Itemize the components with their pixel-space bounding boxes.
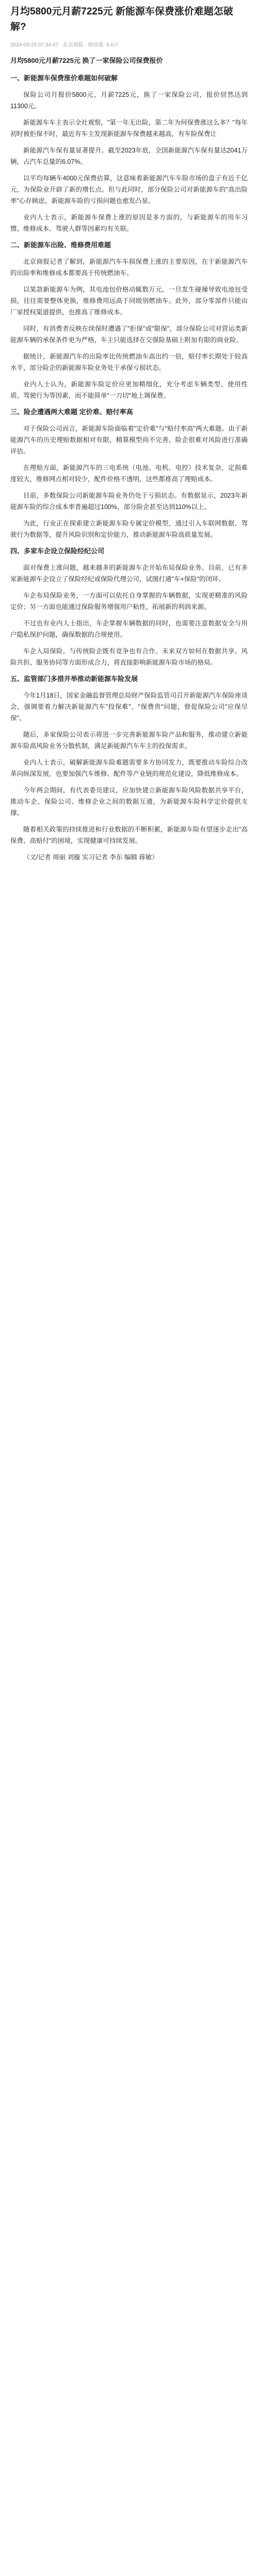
paragraph: 新能源车车主表示全社观察，"第一年无出险，第二年为何保费涨这么多？"每年初时被拒保不时，最近有车主发现新能源车保费越来越高，有车险保费让	[10, 119, 248, 138]
paragraph: 北京商报记者了解到，新能源汽车车损保费上涨的主要原因，在于新能源汽车的出险率和维修成本都要高于传统燃油车。	[10, 258, 248, 277]
section-heading: 一、新能源车保费涨价难题如何破解	[10, 74, 118, 82]
paragraph: 据统计，新能源汽车的出险率比传统燃油车高出约一倍，赔付率长期处于较高水平，部分险企的新能源车险业务处于承保亏损状态。	[10, 353, 248, 371]
paragraph: 以某款新能源车为例，其电池包价格动辄数万元，一旦发生碰撞导致电池包受损，往往需要整体更换，维修费用远高于同级别燃油车。此外，部分零部件只能由厂家授权渠道提供，也推高了维修成本。	[10, 286, 248, 316]
article	[10, 0, 248, 863]
article-closing: （文/记者 周丽 刘璇 实习记者 李东 编辑 蒋敏）	[23, 854, 158, 861]
article-views: 阅读量: 6.6万	[88, 42, 119, 48]
paragraph: 随后，多家保险公司表示将进一步完善新能源车险产品和服务，推动建立新能源车险高风险业务分散机制，满足新能源汽车车主的投保需求。	[10, 731, 248, 750]
paragraph: 今年1月18日，国家金融监督管理总局财产保险监管司召开新能源汽车保险座谈会，强调要着力解决新能源汽车"投保难"、"保费贵"问题，督促保险公司"应保尽保"。	[10, 692, 248, 722]
paragraph: 业内人士表示，破解新能源车险难题需要多方协同发力，既要推动车险综合改革向纵深发展，也要加强汽车维修、配件等产业链的规范化建设，降低维修成本。	[10, 759, 248, 777]
paragraph: 车企入局保险，与传统险企既有竞争也有合作。未来双方如何在数据共享、风险共担、服务协同等方面形成合力，将直接影响新能源车险市场的格局。	[10, 648, 248, 666]
paragraph: 对于保险公司而言，新能源车险面临着"定价难"与"赔付率高"两大难题。由于新能源汽车的历史理赔数据相对有限，精算模型尚不完善，险企很难对风险进行准确评估。	[10, 425, 248, 455]
paragraph: 同时，有消费者反映在续保时遭遇了"拒保"或"限保"，部分保险公司对营运类新能源车辆的承保条件更为严格，车主只能选择在交强险基础上附加有限的商业险。	[10, 325, 248, 344]
paragraph: 业内人士认为，新能源车险定价应更加精细化，充分考虑车辆类型、使用性质、驾驶行为等因素，而不能简单"一刀切"地上调保费。	[10, 381, 248, 399]
paragraph: 以平均每辆车4000元保费估算，这意味着新能源汽车车险市场的盘子有近千亿元，为保险业开辟了新的增长点。但与此同时，部分保险公司对新能源车的"高出险率"心存顾虑，新能源车险的亏损问题也愈发凸显。	[10, 175, 248, 205]
section-heading: 三、险企遭遇两大难题 定价难、赔付率高	[10, 408, 133, 416]
paragraph: 业内人士表示，新能源车保费上涨的原因是多方面的，与新能源车的用车习惯、维修成本、驾驶人群等因素均有关联。	[10, 214, 248, 232]
paragraph: 面对保费上涨问题，越来越多的新能源车企开始布局保险业务。目前，已有多家新能源车企设立了保险经纪或保险代理公司，试图打通"车+保险"的闭环。	[10, 564, 248, 583]
paragraph: 在理赔方面，新能源汽车的三电系统（电池、电机、电控）技术复杂，定损难度较大，维修网点相对较少，配件价格不透明，这些都推高了理赔成本。	[10, 464, 248, 483]
section-heading: 二、新能源车出险、维修费用难题	[10, 241, 111, 249]
paragraph: 今年两会期间，有代表委员建议，应加快建立新能源车险风险数据共享平台，推动车企、保险公司、维修企业之间的数据互通，为新能源车险科学定价提供支撑。	[10, 787, 248, 817]
article-lead: 月均5800元月薪7225元 换了一家保险公司保费报价	[10, 57, 163, 64]
article-date: 2024-03-25 07:34:47	[10, 42, 58, 48]
paragraph: 保险公司月报价5800元，月薪7225元，换了一家保险公司，报价居然达到11300元。	[10, 91, 248, 110]
paragraph: 目前，多数保险公司新能源车险业务仍处于亏损状态。有数据显示，2023年新能源车险的综合成本率普遍超过100%，部分险企甚至达到110%以上。	[10, 492, 248, 511]
article-title: 月均5800元月薪7225元 新能源车保费涨价难题怎破解?	[10, 6, 233, 32]
article-source[interactable]: 北京商报	[62, 42, 84, 48]
section-heading: 五、监管部门多措并举推动新能源车险发展	[10, 675, 138, 683]
article-body	[10, 73, 248, 846]
paragraph: 车企布局保险业务，一方面可以依托自身掌握的车辆数据，实现更精准的风险定价；另一方面也能通过保险服务增强用户粘性，拓展新的利润来源。	[10, 592, 248, 611]
paragraph: 不过也有业内人士指出，车企掌握车辆数据的同时，也需要注意数据安全与用户隐私保护问题，确保数据的合规使用。	[10, 620, 248, 638]
section-heading: 四、多家车企设立保险经纪公司	[10, 547, 105, 555]
paragraph: 为此，行业正在探索建立新能源车险专属定价模型，通过引入车联网数据、驾驶行为数据等，提升风险识别和定价能力，推动新能源车险高质量发展。	[10, 520, 248, 538]
paragraph: 随着相关政策的持续推进和行业数据的不断积累，新能源车险有望逐步走出"高保费、高赔付"的困境，实现健康可持续发展。	[10, 826, 248, 844]
paragraph: 新能源汽车保有量显著提升。截至2023年底，全国新能源汽车保有量达2041万辆，占汽车总量的6.07%。	[10, 147, 248, 165]
article-meta	[10, 40, 248, 48]
